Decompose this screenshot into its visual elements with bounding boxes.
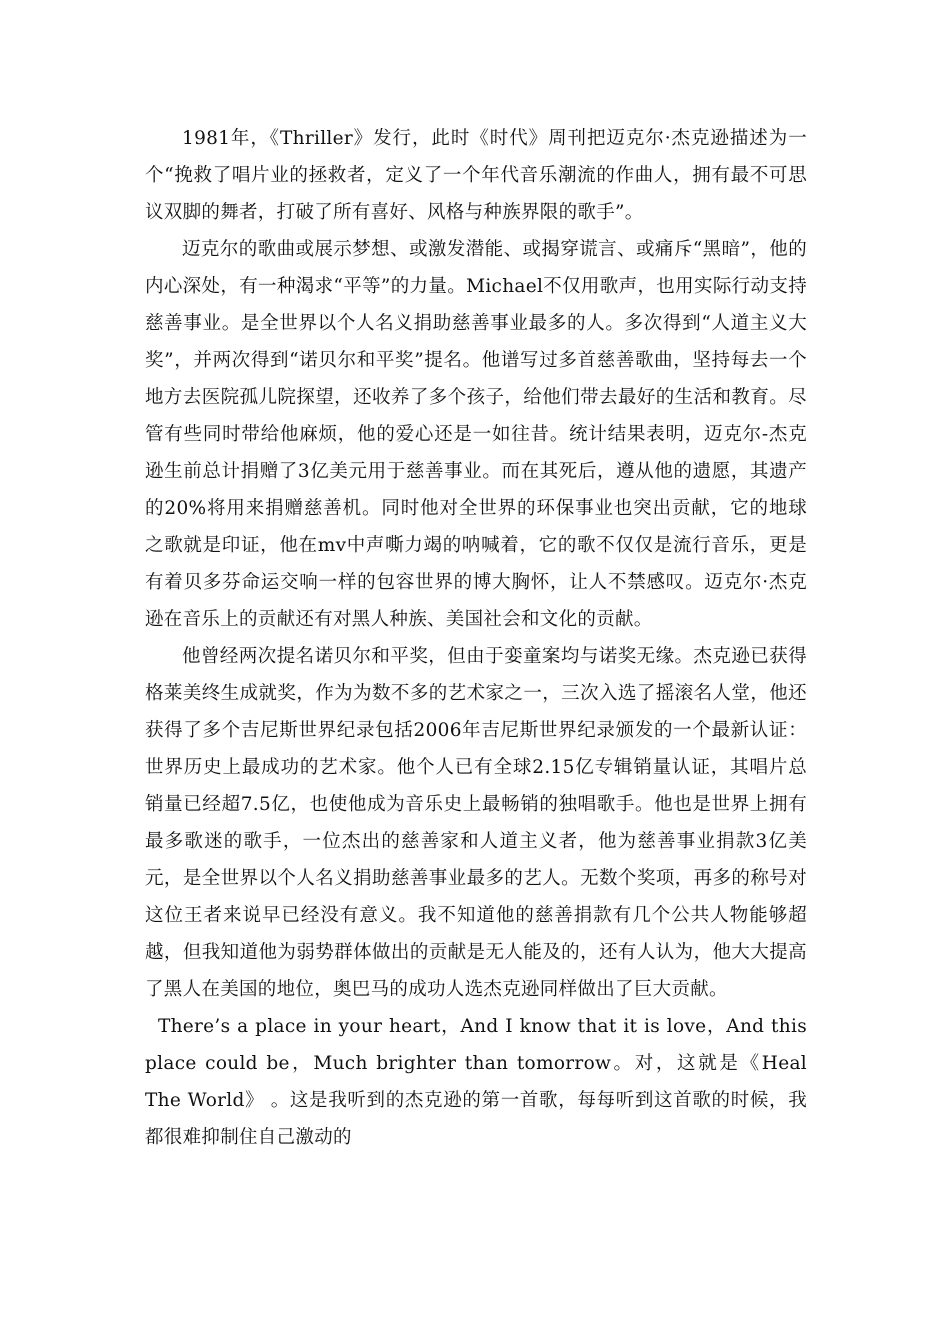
document-body — [145, 120, 807, 1156]
paragraph-awards: 他曾经两次提名诺贝尔和平奖，但由于娈童案均与诺奖无缘。杰克逊已获得格莱美终生成就奖，作为为数不多的艺术家之一，三次入选了摇滚名人堂，他还获得了多个吉尼斯世界纪录包括2006年吉尼斯世界纪录颁发的一个最新认证：世界历史上最成功的艺术家。他个人已有全球2.15亿专辑销量认证，其唱片总销量已经超7.5亿，也使他成为音乐史上最畅销的独唱歌手。他也是世界上拥有最多歌迷的歌手，一位杰出的慈善家和人道主义者，他为慈善事业捐款3亿美元，是全世界以个人名义捐助慈善事业最多的艺人。无数个奖项，再多的称号对这位王者来说早已经没有意义。我不知道他的慈善捐款有几个公共人物能够超越，但我知道他为弱势群体做出的贡献是无人能及的，还有人认为，他大大提高了黑人在美国的地位，奥巴马的成功人选杰克逊同样做出了巨大贡献。 — [145, 646, 807, 1000]
paragraph-heal-the-world: There’s a place in your heart，And I know that it is love，And this place could be，Much brighter than tomorrow。对，这就是《Heal The World》 。这是我听到的杰克逊的第一首歌，每每听到这首歌的时候，我都很难抑制住自己激动的 — [145, 1016, 807, 1148]
paragraph-charity: 迈克尔的歌曲或展示梦想、或激发潜能、或揭穿谎言、或痛斥“黑暗”，他的内心深处，有一种渴求“平等”的力量。Michael不仅用歌声，也用实际行动支持慈善事业。是全世界以个人名义捐助慈善事业最多的人。多次得到“人道主义大奖”，并两次得到“诺贝尔和平奖”提名。他谱写过多首慈善歌曲，坚持每去一个地方去医院孤儿院探望，还收养了多个孩子，给他们带去最好的生活和教育。尽管有些同时带给他麻烦，他的爱心还是一如往昔。统计结果表明，迈克尔-杰克逊生前总计捐赠了3亿美元用于慈善事业。而在其死后，遵从他的遗愿，其遗产的20%将用来捐赠慈善机。同时他对全世界的环保事业也突出贡献，它的地球之歌就是印证，他在mv中声嘶力竭的呐喊着，它的歌不仅仅是流行音乐，更是有着贝多芬命运交响一样的包容世界的博大胸怀，让人不禁感叹。迈克尔·杰克逊在音乐上的贡献还有对黑人种族、美国社会和文化的贡献。 — [145, 239, 807, 630]
paragraph-thriller-1981: 1981年，《Thriller》发行，此时《时代》周刊把迈克尔·杰克逊描述为一个“挽救了唱片业的拯救者，定义了一个年代音乐潮流的作曲人，拥有最不可思议双脚的舞者，打破了所有喜好、风格与种族界限的歌手”。 — [145, 128, 807, 223]
